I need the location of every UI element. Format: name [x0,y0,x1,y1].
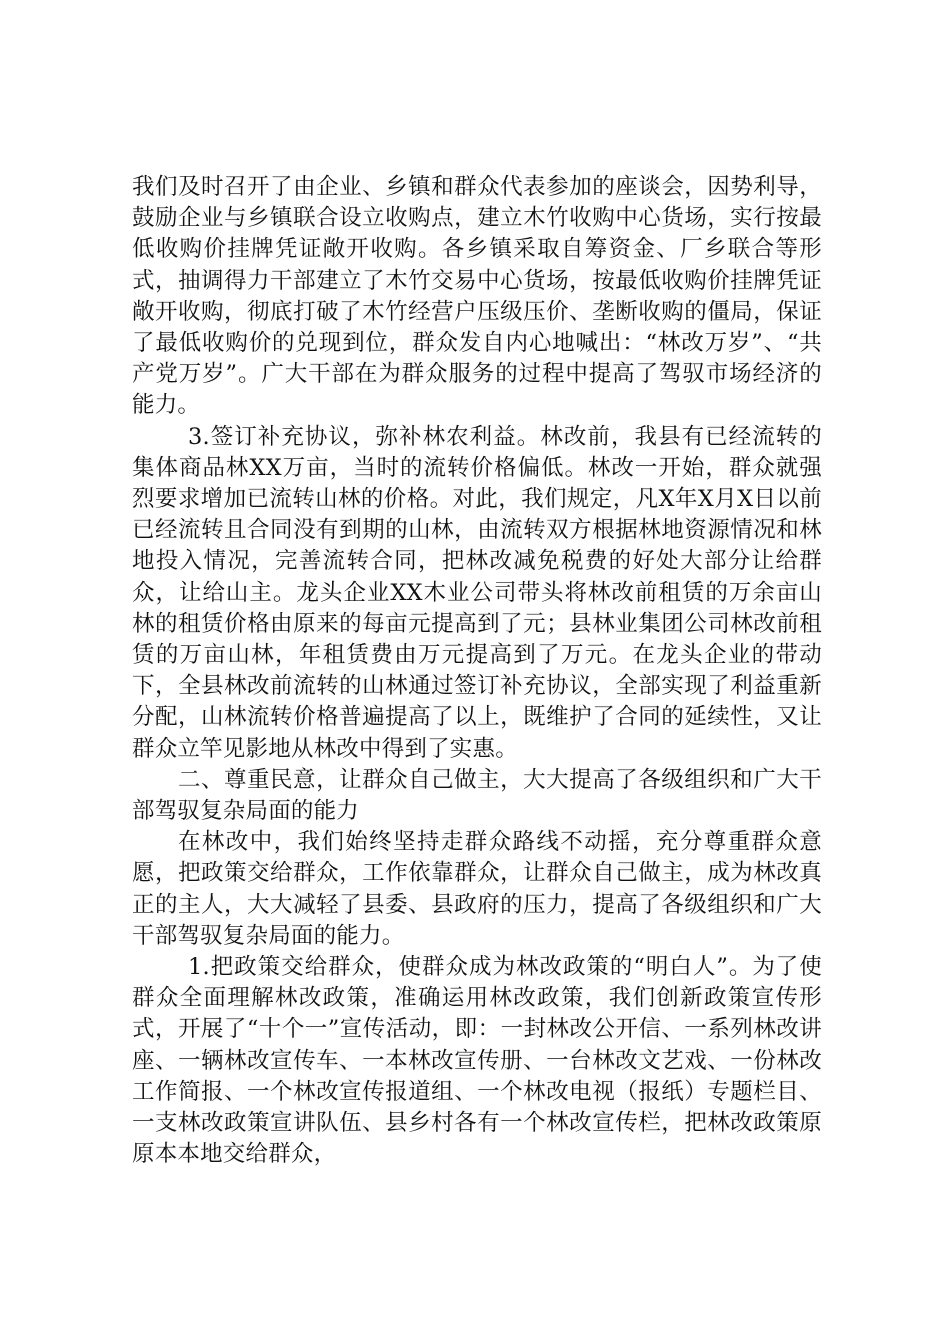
paragraph-market-ability: 我们及时召开了由企业、乡镇和群众代表参加的座谈会，因势利导，鼓励企业与乡镇联合设立收购点，建立木竹收购中心货场，实行按最低收购价挂牌凭证敞开收购。各乡镇采取自筹资金、厂乡联合等形式，抽调得力干部建立了木竹交易中心货场，按最低收购价挂牌凭证敞开收购，彻底打破了木竹经营户压级压价、垄断收购的僵局，保证了最低收购价的兑现到位，群众发自内心地喊出：“林改万岁”、“共产党万岁”。广大干部在为群众服务的过程中提高了驾驭市场经济的能力。 [132,174,822,419]
paragraph-policy-to-masses: 1.把政策交给群众，使群众成为林改政策的“明白人”。为了使群众全面理解林改政策，准确运用林改政策，我们创新政策宣传形式，开展了“十个一”宣传活动，即：一封林改公开信、一系列林改讲座、一辆林改宣传车、一本林改宣传册、一台林改文艺戏、一份林改工作简报、一个林改宣传报道组、一个林改电视（报纸）专题栏目、一支林改政策宣讲队伍、县乡村各有一个林改宣传栏，把林改政策原原本本地交给群众， [132,954,822,1168]
paragraph-mass-line: 在林改中，我们始终坚持走群众路线不动摇，充分尊重群众意愿，把政策交给群众，工作依靠群众，让群众自己做主，成为林改真正的主人，大大减轻了县委、县政府的压力，提高了各级组织和广大干部驾驭复杂局面的能力。 [132,829,822,949]
paragraph-supplementary-agreement: 3.签订补充协议，弥补林农利益。林改前，我县有已经流转的集体商品林XX万亩，当时的流转价格偏低。林改一开始，群众就强烈要求增加已流转山林的价格。对此，我们规定，凡X年X月X日以前已经流转且合同没有到期的山林，由流转双方根据林地资源情况和林地投入情况，完善流转合同，把林改减免税费的好处大部分让给群众，让给山主。龙头企业XX木业公司带头将林改前租赁的万余亩山林的租赁价格由原来的每亩元提高到了元；县林业集团公司林改前租赁的万亩山林，年租赁费由万元提高到了万元。在龙头企业的带动下，全县林改前流转的山林通过签订补充协议，全部实现了利益重新分配，山林流转价格普遍提高了以上，既维护了合同的延续性，又让群众立竿见影地从林改中得到了实惠。 [132,423,822,762]
document-body [132,172,822,1171]
section-heading-two: 二、尊重民意，让群众自己做主，大大提高了各级组织和广大干部驾驭复杂局面的能力 [132,766,822,825]
